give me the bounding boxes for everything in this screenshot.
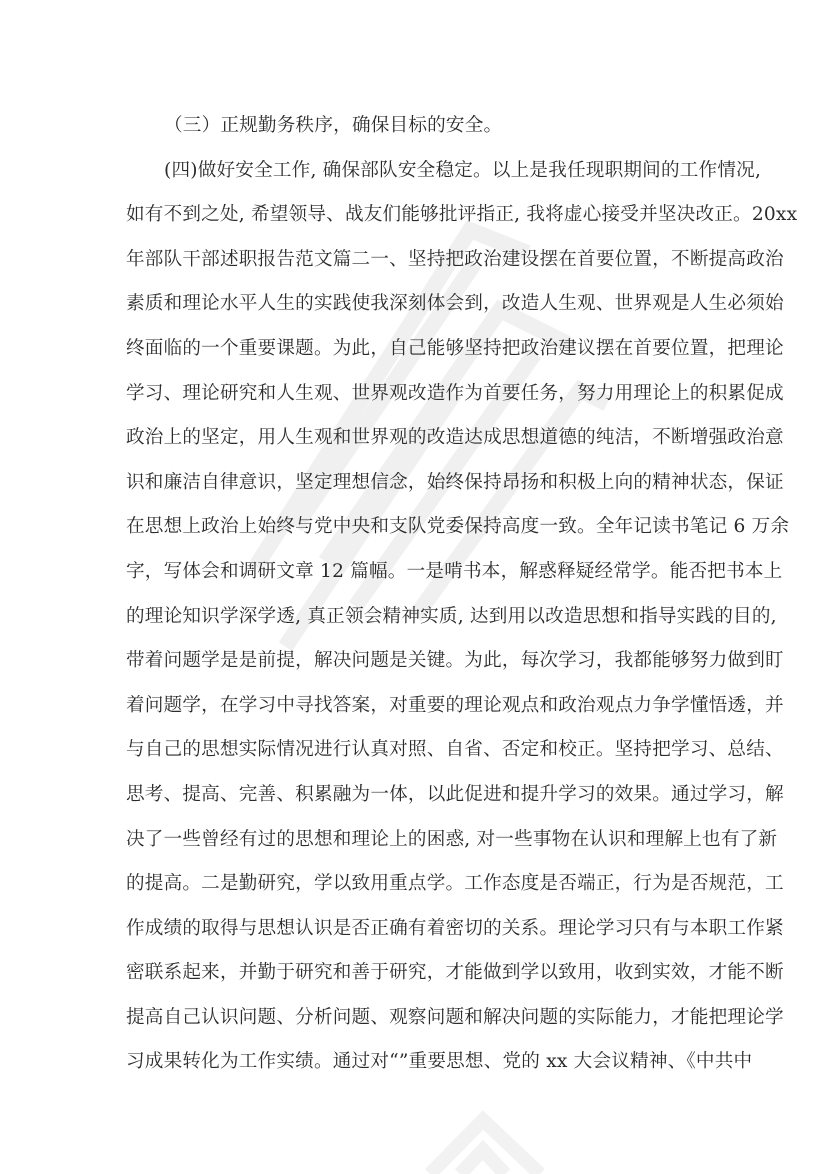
paragraph-line: 与自己的思想实际情况进行认真对照、自省、否定和校正。坚持把学习、总结、 [126,739,784,761]
paragraph-line: (四)做好安全工作, 确保部队安全稳定。以上是我任现职期间的工作情况, [164,159,762,181]
paragraph-line: 如有不到之处, 希望领导、战友们能够批评指正, 我将虚心接受并坚决改正。20xx [126,204,798,226]
paragraph-line: 在思想上政治上始终与党中央和支队党委保持高度一致。全年记读书笔记 6 万余 [126,516,790,538]
document-body [126,110,798,1091]
paragraph-line: 素质和理论水平人生的实践使我深刻体会到，改造人生观、世界观是人生必须始 [126,293,784,315]
paragraph-line: 习成果转化为工作实绩。通过对“”重要思想、党的 xx 大会议精神、《中共中 [126,1051,753,1073]
paragraph-line: 提高自己认识问题、分析问题、观察问题和解决问题的实际能力，才能把理论学 [126,1006,784,1028]
paragraph-line: 字，写体会和调研文章 12 篇幅。一是啃书本，解惑释疑经常学。能否把书本上 [126,560,783,582]
paragraph-line: 思考、提高、完善、积累融为一体，以此促进和提升学习的效果。通过学习，解 [126,783,784,805]
paragraph-line: 带着问题学是是前提，解决问题是关键。为此，每次学习，我都能够努力做到盯 [126,650,784,672]
paragraph-line: 作成绩的取得与思想认识是否正确有着密切的关系。理论学习只有与本职工作紧 [126,917,784,939]
paragraph-line: 的理论知识学深学透, 真正领会精神实质, 达到用以改造思想和指导实践的目的, [126,605,777,627]
paragraph-line: 密联系起来，并勤于研究和善于研究，才能做到学以致用，收到实效，才能不断 [126,962,784,984]
paragraph-line: 着问题学，在学习中寻找答案，对重要的理论观点和政治观点力争学懂悟透，并 [126,694,784,716]
paragraph-line: 识和廉洁自律意识，坚定理想信念，始终保持昂扬和积极上向的精神状态，保证 [126,471,784,493]
paragraph-line: 的提高。二是勤研究，学以致用重点学。工作态度是否端正，行为是否规范，工 [126,873,784,895]
paragraph-line: 学习、理论研究和人生观、世界观改造作为首要任务，努力用理论上的积累促成 [126,382,784,404]
paragraph-line: 决了一些曾经有过的思想和理论上的困惑, 对一些事物在认识和理解上也有了新 [126,828,778,850]
paragraph-line: 年部队干部述职报告范文篇二一、坚持把政治建设摆在首要位置，不断提高政治 [126,248,784,270]
paragraph-line: 政治上的坚定，用人生观和世界观的改造达成思想道德的纯洁，不断增强政治意 [126,427,784,449]
paragraph-line: （三）正规勤务秩序，确保目标的安全。 [164,115,503,136]
paragraph-line: 终面临的一个重要课题。为此，自己能够坚持把政治建议摆在首要位置，把理论 [126,337,784,359]
